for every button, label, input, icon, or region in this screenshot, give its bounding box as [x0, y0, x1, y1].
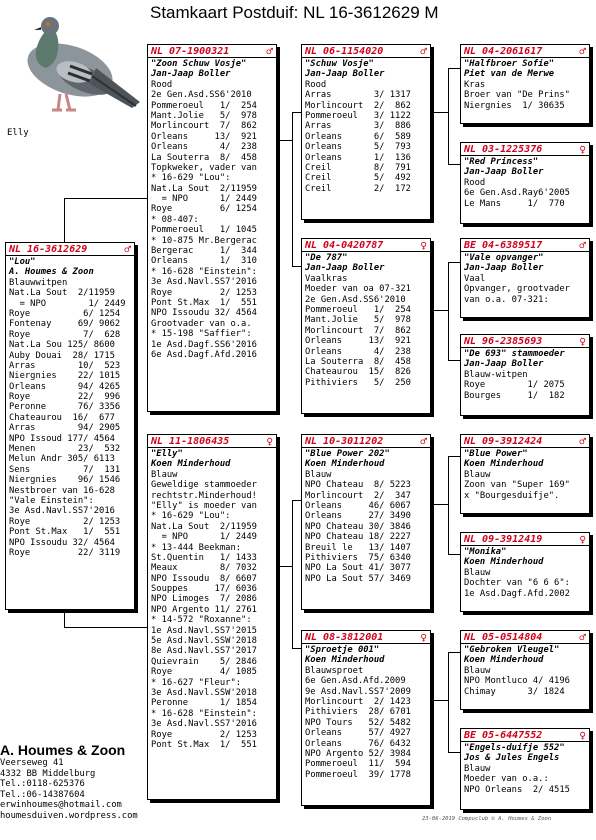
card-line: Chimay 3/ 1824 — [464, 686, 565, 697]
connector-mmm-h — [448, 752, 460, 753]
owner-name: Jan-Jaap Boller — [305, 263, 385, 274]
card-line: Orleans 6/ 589 — [305, 131, 411, 142]
pedigree-card-mf — [301, 434, 431, 610]
connector-mfm-h — [448, 554, 460, 555]
connector-fmf-h — [448, 262, 460, 263]
card-line: Blauwsproet — [305, 665, 364, 676]
card-line: NPO Chateau 8/ 5223 — [305, 480, 411, 491]
pigeon-name: "De 693" stammoeder — [464, 349, 565, 359]
female-symbol-icon: ♀ — [420, 630, 427, 644]
owner-name: Jos & Jules Engels — [464, 753, 560, 764]
pigeon-name: "Elly" — [151, 449, 183, 459]
pedigree-card-mmm — [460, 728, 590, 810]
card-line: NPO Montluco 4/ 4196 — [464, 676, 570, 687]
card-line: 6e Gen.Asd.Ray6'2005 — [464, 188, 570, 199]
card-line: rechtstr.Minderhoud! — [151, 490, 257, 501]
ring-number: NL 04-2061617 — [464, 45, 543, 57]
card-line: Pommeroeul 3/ 1122 — [305, 110, 411, 121]
card-line: Nat.La Sout 2/11959 — [9, 288, 115, 299]
card-line: Topkweker, vader van — [151, 162, 257, 173]
card-line: Roye 1/ 2075 — [464, 380, 565, 391]
ring-number: NL 16-3612629 — [9, 243, 88, 255]
ring-number: BE 05-6447552 — [464, 729, 543, 741]
pedigree-card-mmf — [460, 630, 590, 710]
card-header — [461, 45, 589, 58]
connector-ff-right — [433, 112, 448, 113]
pedigree-card-mm — [301, 630, 431, 806]
pedigree-card-fmm — [460, 334, 590, 416]
card-line: Pont St.Max 1/ 551 — [151, 739, 257, 750]
owner-name: Koen Minderhoud — [151, 459, 231, 470]
card-line: Orleans 57/ 4927 — [305, 728, 411, 739]
pedigree-card-main — [5, 242, 135, 610]
card-line: Blauwwitpen — [9, 277, 68, 288]
pigeon-name: "Gebroken Vleugel" — [464, 645, 560, 655]
card-line: Blauw — [305, 469, 332, 480]
card-line: NPO Tours 52/ 5482 — [305, 717, 411, 728]
ring-number: NL 04-0420787 — [305, 239, 384, 251]
connector-mm-h — [292, 648, 301, 649]
card-line: 2e Gen.Asd.SS6'2010 — [305, 294, 406, 305]
pedigree-card-ff — [301, 44, 431, 220]
card-line: Pommeroeul 11/ 594 — [305, 759, 411, 770]
card-line: Roye 4/ 1085 — [151, 667, 257, 678]
card-line: Orleans 4/ 238 — [151, 142, 257, 153]
card-line: Pommeroeul 1/ 254 — [151, 100, 257, 111]
pedigree-card-mfm — [460, 532, 590, 612]
breeder-name: A. Houmes & Zoon — [0, 742, 126, 758]
card-line: Orleans 1/ 310 — [151, 256, 257, 267]
card-header — [461, 631, 589, 644]
card-line: Peronne 76/ 3356 — [9, 402, 121, 413]
card-line: * 15-198 "Saffier": — [151, 329, 252, 340]
card-line: NPO Orleans 2/ 4515 — [464, 784, 570, 795]
card-line: * 16-628 "Einstein": — [151, 708, 257, 719]
card-line: Vaal — [464, 273, 486, 284]
footer-credit: 23-06-2019 Compuclub © A. Houmes & Zoon — [422, 816, 552, 822]
card-line: 8e Asd.Navl.SS7'2017 — [151, 646, 257, 657]
card-line: Morlincourt 2/ 1423 — [305, 696, 411, 707]
card-line: Roye 2/ 1253 — [9, 516, 121, 527]
connector-ff-v — [448, 68, 449, 164]
card-line: Souppes 17/ 6036 — [151, 584, 257, 595]
ring-number: NL 11-1806435 — [151, 435, 230, 447]
card-line: Orleans 46/ 6067 — [305, 500, 411, 511]
card-line: * 08-407: — [151, 214, 199, 225]
card-line: * 14-572 "Roxanne": — [151, 615, 252, 626]
card-line: Roye 22/ 996 — [9, 392, 121, 403]
card-line: Mant.Jolie 5/ 978 — [305, 315, 411, 326]
card-line: Quievrain 5/ 2846 — [151, 656, 257, 667]
pedigree-card-mother — [147, 434, 277, 800]
card-line: NPO La Sout 57/ 3469 — [305, 573, 411, 584]
card-line: Auby Douai 28/ 1715 — [9, 350, 115, 361]
card-header — [302, 435, 430, 448]
owner-name: Jan-Jaap Boller — [464, 167, 544, 178]
card-line: Pithiviers 28/ 6701 — [305, 707, 411, 718]
card-line: 3e Asd.Navl.SS7'2016 — [151, 719, 257, 730]
card-line: La Souterra 8/ 458 — [151, 152, 257, 163]
card-line: Orleans 94/ 4265 — [9, 381, 121, 392]
card-line: Arras 10/ 523 — [9, 360, 121, 371]
connector-f-h — [278, 140, 292, 141]
female-symbol-icon: ♀ — [579, 728, 586, 742]
card-line: Morlincourt 2/ 347 — [305, 490, 411, 501]
card-line: NPO Chateau 30/ 3846 — [305, 521, 411, 532]
card-line: Roye 6/ 1254 — [9, 308, 121, 319]
card-header — [302, 239, 430, 252]
ring-number: NL 10-3011202 — [305, 435, 384, 447]
card-line: Kras — [464, 79, 486, 90]
card-header — [148, 435, 276, 448]
owner-name: Jan-Jaap Boller — [151, 69, 231, 80]
connector-ffm-h — [448, 164, 460, 165]
card-line: Orleans 13/ 921 — [305, 336, 411, 347]
card-line: Orleans 27/ 3490 — [305, 511, 411, 522]
ring-number: NL 05-0514804 — [464, 631, 543, 643]
card-line: Blauw — [464, 567, 491, 578]
card-line: = NPO 1/ 2449 — [151, 194, 257, 205]
card-line: 3e Asd.Navl.SS7'2016 — [9, 506, 115, 517]
connector-mm-v — [448, 652, 449, 752]
card-header — [461, 729, 589, 742]
male-symbol-icon: ♂ — [420, 434, 427, 448]
card-line: Menen 23/ 532 — [9, 444, 121, 455]
card-line: Pommeroeul 1/ 1045 — [151, 225, 257, 236]
card-line: Morlincourt 2/ 862 — [305, 100, 411, 111]
ring-number: NL 09-3912419 — [464, 533, 543, 545]
card-line: 3e Asd.Navl.SSW'2018 — [151, 687, 257, 698]
connector-fm-h — [292, 266, 301, 267]
card-line: Blauw-witpen — [464, 369, 528, 380]
card-line: Roye 2/ 1253 — [151, 287, 257, 298]
card-line: Breuil le 13/ 1407 — [305, 542, 411, 553]
card-line: 1e Asd.Navl.SS7'2015 — [151, 625, 257, 636]
card-line: Bergerac 1/ 344 — [151, 246, 257, 257]
card-line: Blauw — [464, 469, 491, 480]
connector-fmm-h — [448, 360, 460, 361]
pedigree-card-fm — [301, 238, 431, 414]
card-line: Roye 6/ 1254 — [151, 204, 257, 215]
card-line: Pithiviers 75/ 6340 — [305, 552, 411, 563]
connector-main-mother — [64, 612, 65, 628]
male-symbol-icon: ♂ — [420, 44, 427, 58]
card-header — [302, 631, 430, 644]
ring-number: NL 07-1900321 — [151, 45, 230, 57]
card-line: "Vale Einstein": — [9, 495, 94, 506]
card-line: Orleans 5/ 793 — [305, 142, 411, 153]
card-line: Blauw — [464, 763, 491, 774]
connector-ff-h — [292, 112, 301, 113]
connector-m-v — [292, 500, 293, 648]
bird-name-label: Elly — [7, 128, 29, 138]
card-line: Pont St.Max 1/ 551 — [151, 297, 257, 308]
card-line: "Elly" is moeder van — [151, 500, 257, 511]
card-header — [461, 335, 589, 348]
card-line: 6e Gen.Asd.Afd.2009 — [305, 676, 406, 687]
male-symbol-icon: ♂ — [266, 44, 273, 58]
card-line: Zoon van "Super 169" — [464, 480, 570, 491]
card-line: NPO Issoudu 32/ 4564 — [9, 537, 115, 548]
card-line: van o.a. 07-321: — [464, 294, 549, 305]
card-line: Roye 7/ 628 — [9, 329, 121, 340]
card-line: Rood — [464, 177, 486, 188]
card-line: 1e Asd.Dagf.SS6'2016 — [151, 339, 257, 350]
card-line: Mant.Jolie 5/ 978 — [151, 110, 257, 121]
owner-name: A. Houmes & Zoon — [9, 267, 94, 278]
owner-name: Jan-Jaap Boller — [464, 263, 544, 274]
card-line: * 16-629 "Lou": — [151, 173, 231, 184]
pigeon-name: "Vale opvanger" — [464, 253, 544, 263]
connector-fff-h — [448, 68, 460, 69]
card-line: Roye 22/ 3119 — [9, 547, 121, 558]
breeder-info — [0, 742, 150, 822]
female-symbol-icon: ♀ — [579, 334, 586, 348]
card-line: Niergnies 22/ 1015 — [9, 371, 121, 382]
pigeon-name: "Red Princess" — [464, 157, 539, 167]
card-line: La Souterra 8/ 458 — [305, 356, 411, 367]
card-line: Chateaurou 16/ 677 — [9, 412, 115, 423]
card-line: Peronne 1/ 1854 — [151, 698, 257, 709]
card-line: Orleans 76/ 6432 — [305, 738, 411, 749]
breeder-street: Veerseweg 41 — [0, 758, 64, 768]
card-line: Sens 7/ 131 — [9, 464, 121, 475]
card-line: NPO Argento 52/ 3984 — [305, 748, 411, 759]
connector-mf-h — [292, 500, 301, 501]
card-header — [6, 243, 134, 256]
card-line: * 16-629 "Lou": — [151, 511, 231, 522]
connector-mm-right — [433, 700, 448, 701]
card-line: Grootvader van o.a. — [151, 318, 252, 329]
owner-name: Koen Minderhoud — [464, 557, 544, 568]
female-symbol-icon: ♀ — [579, 532, 586, 546]
card-header — [461, 533, 589, 546]
card-line: Broer van "De Prins" — [464, 90, 570, 101]
card-line: NPO Issoudu 8/ 6607 — [151, 573, 257, 584]
card-line: Meaux 8/ 7032 — [151, 563, 257, 574]
card-line: NPO Issoudu 32/ 4564 — [151, 308, 257, 319]
male-symbol-icon: ♂ — [579, 44, 586, 58]
card-line: Geweldige stammoeder — [151, 480, 257, 491]
owner-name: Koen Minderhoud — [464, 459, 544, 470]
card-line: Nestbroer van 16-628 — [9, 485, 115, 496]
pedigree-card-ffm — [460, 142, 590, 224]
card-line: Dochter van "6 6 6": — [464, 578, 570, 589]
male-symbol-icon: ♂ — [579, 434, 586, 448]
ring-number: NL 06-1154020 — [305, 45, 384, 57]
male-symbol-icon: ♂ — [579, 238, 586, 252]
ring-number: NL 96-2385693 — [464, 335, 543, 347]
pigeon-name: "Sproetje 001" — [305, 645, 380, 655]
card-line: Nat.La Sout 2/11959 — [151, 183, 257, 194]
male-symbol-icon: ♂ — [124, 242, 131, 256]
card-header — [302, 45, 430, 58]
pedigree-card-fff — [460, 44, 590, 124]
owner-name: Jan-Jaap Boller — [305, 69, 385, 80]
female-symbol-icon: ♀ — [579, 142, 586, 156]
card-line: 9e Asd.Navl.SS7'2009 — [305, 686, 411, 697]
card-header — [461, 143, 589, 156]
female-symbol-icon: ♀ — [420, 238, 427, 252]
card-line: Vaalkras — [305, 273, 348, 284]
card-header — [461, 435, 589, 448]
pedigree-card-mff — [460, 434, 590, 514]
card-line: Orleans 4/ 238 — [305, 346, 411, 357]
card-line: Moeder van o.a.: — [464, 774, 549, 785]
card-line: Melun Andr 305/ 6113 — [9, 454, 115, 465]
card-line: NPO La Sout 41/ 3077 — [305, 563, 411, 574]
card-line: Blauw — [151, 469, 178, 480]
owner-name: Jan-Jaap Boller — [464, 359, 544, 370]
connector-main-father-h — [64, 198, 147, 199]
card-line: * 10-875 Mr.Bergerac — [151, 235, 257, 246]
pigeon-name: "Halfbroer Sofie" — [464, 59, 555, 69]
card-line: * 16-628 "Einstein": — [151, 266, 257, 277]
card-line: Nat.La Sou 125/ 8600 — [9, 340, 115, 351]
connector-mff-h — [448, 456, 460, 457]
breeder-phone-2: Tel.:06-14387604 — [0, 789, 85, 800]
pedigree-card-father — [147, 44, 277, 412]
owner-name: Koen Minderhoud — [305, 459, 385, 470]
male-symbol-icon: ♂ — [579, 630, 586, 644]
ring-number: BE 04-6389517 — [464, 239, 543, 251]
connector-f-v — [292, 112, 293, 267]
card-line: Niergnies 1/ 30635 — [464, 100, 565, 111]
card-line: Arras 3/ 1317 — [305, 90, 411, 101]
card-line: Orleans 13/ 921 — [151, 131, 257, 142]
card-line: 1e Asd.Dagf.Afd.2002 — [464, 588, 570, 599]
card-line: 2e Gen.Asd.SS6'2010 — [151, 90, 252, 101]
card-line: Creil 2/ 172 — [305, 183, 411, 194]
connector-mmf-h — [448, 652, 460, 653]
connector-m-h — [278, 566, 292, 567]
connector-main-mother-h — [64, 627, 147, 628]
card-line: Nat.La Sout 2/11959 — [151, 521, 257, 532]
card-line: Chateaurou 15/ 826 — [305, 367, 411, 378]
female-symbol-icon: ♀ — [266, 434, 273, 448]
card-line: = NPO 1/ 2449 — [151, 532, 257, 543]
ring-number: NL 08-3812001 — [305, 631, 384, 643]
pigeon-image — [4, 6, 144, 130]
card-line: Arras 3/ 886 — [305, 121, 411, 132]
card-header — [461, 239, 589, 252]
card-line: Pont St.Max 1/ 551 — [9, 527, 121, 538]
connector-fm-v — [448, 262, 449, 360]
card-line: 3e Asd.Navl.SS7'2016 — [151, 277, 257, 288]
connector-mf-v — [448, 456, 449, 554]
ring-number: NL 09-3912424 — [464, 435, 543, 447]
card-line: St.Quentin 1/ 1433 — [151, 552, 257, 563]
card-line: Pommeroeul 39/ 1778 — [305, 769, 411, 780]
card-line: Creil 8/ 791 — [305, 162, 411, 173]
card-line: x "Bourgesduifje". — [464, 490, 560, 501]
connector-main-father — [64, 198, 65, 242]
pigeon-name: "Lou" — [9, 257, 36, 267]
card-line: Rood — [151, 79, 173, 90]
card-line: NPO Chateau 18/ 2227 — [305, 532, 411, 543]
card-line: Morlincourt 7/ 862 — [305, 325, 411, 336]
card-line: Bourges 1/ 182 — [464, 390, 565, 401]
connector-fm-right — [433, 310, 448, 311]
card-line: Blauw — [464, 665, 491, 676]
card-line: Le Mans 1/ 770 — [464, 198, 565, 209]
breeder-city: 4332 BB Middelburg — [0, 768, 96, 779]
card-line: Niergnies 96/ 1546 — [9, 475, 121, 486]
card-line: Rood — [305, 79, 327, 90]
page-title: Stamkaart Postduif: NL 16-3612629 M — [150, 3, 439, 22]
pigeon-name: "Monika" — [464, 547, 507, 557]
card-line: Arras 94/ 2905 — [9, 423, 121, 434]
pigeon-name: "Schuw Vosje" — [305, 59, 374, 69]
pedigree-card-fmf — [460, 238, 590, 318]
card-line: * 16-627 "Fleur": — [151, 677, 242, 688]
breeder-phone-1: Tel.:0118-625376 — [0, 779, 85, 790]
pigeon-name: "Blue Power 202" — [305, 449, 390, 459]
ring-number: NL 03-1225376 — [464, 143, 543, 155]
card-line: Opvanger, grootvader — [464, 284, 570, 295]
card-line: NPO Limoges 7/ 2086 — [151, 594, 257, 605]
breeder-email[interactable]: erwinhoumes@hotmail.com — [0, 800, 122, 811]
pigeon-name: "Blue Power" — [464, 449, 528, 459]
pigeon-name: "De 787" — [305, 253, 348, 263]
pigeon-name: "Zoon Schuw Vosje" — [151, 59, 247, 69]
card-line: NPO Issoud 177/ 4564 — [9, 433, 115, 444]
card-line: 6e Asd.Dagf.Afd.2016 — [151, 349, 257, 360]
card-line: Creil 5/ 492 — [305, 173, 411, 184]
connector-mf-right — [433, 504, 448, 505]
card-line: = NPO 1/ 2449 — [9, 298, 126, 309]
card-line: Orleans 1/ 136 — [305, 152, 411, 163]
card-line: Fontenay 69/ 9062 — [9, 319, 121, 330]
card-line: * 13-444 Beekman: — [151, 542, 242, 553]
pigeon-name: "Engels-duifje 552" — [464, 743, 565, 753]
card-line: NPO Argento 11/ 2761 — [151, 604, 257, 615]
owner-name: Koen Minderhoud — [464, 655, 544, 666]
card-line: Roye 2/ 1253 — [151, 729, 257, 740]
card-line: Moeder van oa 07-321 — [305, 284, 411, 295]
card-line: Morlincourt 7/ 862 — [151, 121, 257, 132]
card-line: Pithiviers 5/ 250 — [305, 377, 411, 388]
card-line: Pommeroeul 1/ 254 — [305, 304, 411, 315]
card-header — [148, 45, 276, 58]
card-line: 5e Asd.Navl.SSW'2018 — [151, 636, 257, 647]
breeder-website[interactable]: houmesduiven.wordpress.com — [0, 810, 138, 821]
owner-name: Piet van de Merwe — [464, 69, 555, 80]
owner-name: Koen Minderhoud — [305, 655, 385, 666]
